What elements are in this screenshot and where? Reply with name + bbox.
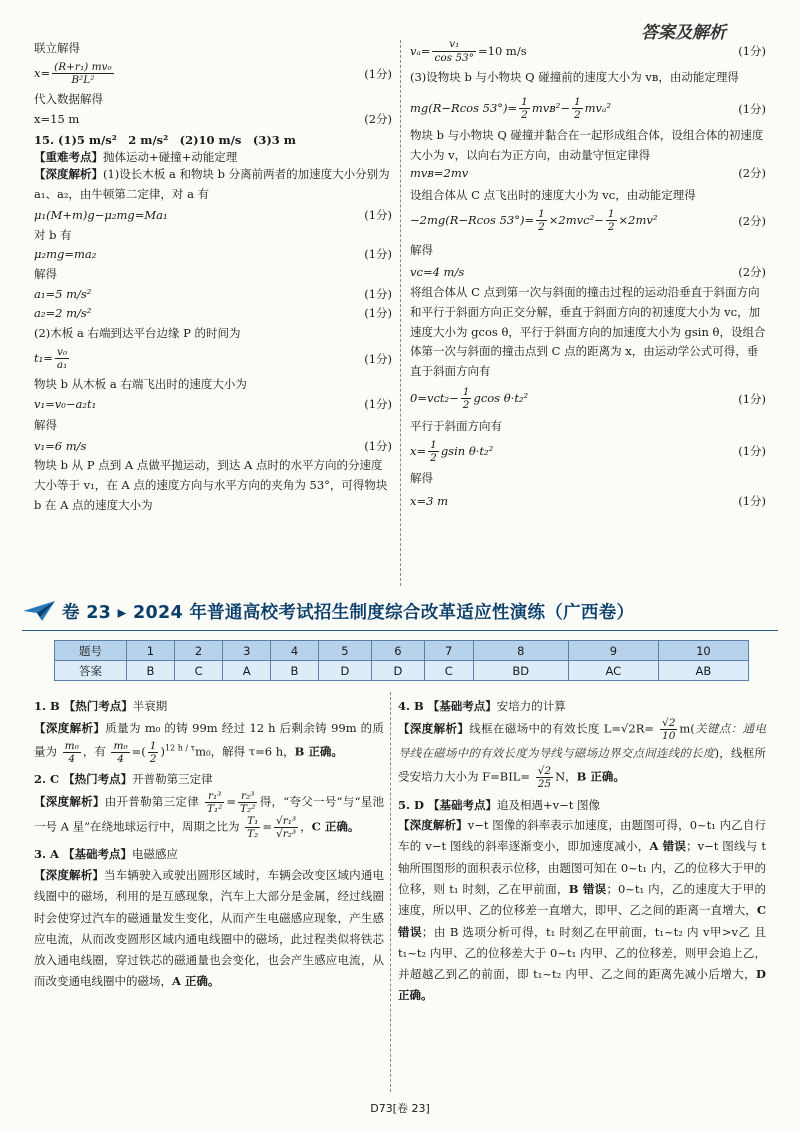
- conclusion: B 错误: [568, 881, 607, 896]
- table-cell: 8: [473, 641, 568, 661]
- score: (1分): [364, 397, 392, 412]
- table-cell: B: [271, 661, 319, 681]
- score: (1分): [364, 438, 392, 453]
- q2-head: [34, 769, 384, 790]
- table-cell: D: [318, 661, 371, 681]
- fraction-num: r₁³: [205, 790, 224, 803]
- q3-head: [34, 844, 384, 865]
- header-title: 答案及解析: [641, 23, 726, 43]
- text-paragraph: 物块 b 从 P 点到 A 点做平抛运动，到达 A 点时的水平方向的分速度大小等于 v₁，在 A 点的速度方向与水平方向的夹角为 53°，可得物块 b 在 A 点的速度大小为: [34, 458, 388, 512]
- equation-t1: [34, 342, 392, 376]
- analysis-tag: 【深度解析】: [34, 794, 105, 809]
- analysis-text: N，: [555, 769, 577, 784]
- analysis-text: (1)设长木板 a 和物块 b 分离前两者的加速度大小分别为 a₁、a₂，由牛顿第二定律，对 a 有: [34, 167, 390, 202]
- fraction-num: 1: [149, 740, 157, 753]
- fraction-den: a₁: [56, 359, 68, 372]
- fraction: [52, 61, 114, 86]
- q15-analysis: [34, 165, 392, 205]
- equation-va: [410, 34, 766, 68]
- analysis-text: m₀，解得 τ=6 h，: [195, 744, 295, 759]
- banner-title: 卷 23 ▸ 2024 年普通高校考试招生制度综合改革适应性演练（广西卷）: [62, 602, 635, 623]
- page-footer: D73[卷 23]: [370, 1102, 430, 1115]
- fraction-den: 10: [662, 729, 676, 742]
- fraction-num: m₀: [64, 740, 79, 753]
- keypoint-tag: 【基础考点】: [427, 699, 497, 713]
- table-cell: 2: [174, 641, 223, 661]
- fraction-num: 1: [573, 96, 581, 109]
- q5-head: [398, 795, 766, 816]
- table-cell: 9: [568, 641, 658, 661]
- fraction-num: 1: [538, 208, 545, 221]
- eq-prefix: t₁=: [34, 351, 53, 366]
- table-cell: 3: [223, 641, 271, 661]
- text-line: 解得: [410, 242, 433, 257]
- keypoint-tag: 【重难考点】: [34, 149, 103, 164]
- score: (1分): [738, 101, 766, 116]
- eq-suffix: =10 m/s: [478, 43, 527, 58]
- fraction-den: T₂²: [240, 803, 256, 816]
- table-cell: AB: [658, 661, 748, 681]
- score: (1分): [364, 306, 392, 321]
- score: (1分): [364, 351, 392, 366]
- text-line: 物块 b 从木板 a 右端飞出时的速度大小为: [34, 376, 247, 391]
- equation-line: [34, 246, 392, 263]
- fraction-den: 4: [68, 753, 76, 766]
- q15-keypoint: [34, 149, 392, 166]
- analysis-text: 当车辆驶入或驶出圆形区域时，车辆会改变区域内通电线圈中的磁场，利用的是互感现象，汽车上大部分是金属，经过线圈时会使穿过汽车的磁通量发生变化，从而产生电磁感应现象，产生感应电流，从而改变圆形区域内通电线圈中的磁场，此过程类似将铁芯放入通电线圈，穿过铁芯的磁通量也会变化，也会产生感应电流，从而改变通电线圈中的磁场，: [34, 868, 385, 989]
- table-cell: 10: [658, 641, 748, 661]
- fraction: [432, 38, 476, 63]
- q4-head: [398, 696, 766, 717]
- equation-line: [34, 111, 392, 128]
- table-cell: B: [127, 661, 175, 681]
- analysis-text: ；v−t 图线与 t 轴所围图形的面积表示位移，由题图可知在 0~t₁ 内，乙的位移大于甲的位移，则 t₁ 时刻，乙在甲前面，: [398, 839, 766, 896]
- fraction-den: T₂: [247, 828, 259, 841]
- fraction-den: T₁²: [206, 803, 223, 816]
- table-cell: AC: [568, 661, 658, 681]
- fraction-num: 1: [607, 208, 615, 221]
- fraction-num: T₁: [247, 815, 259, 828]
- fraction-num: √2: [537, 765, 552, 778]
- fraction: [238, 790, 257, 815]
- equation-line: [34, 438, 392, 455]
- fraction-num: √r₁³: [276, 815, 297, 828]
- column-divider: [400, 40, 401, 586]
- fraction-den: 2: [607, 221, 615, 234]
- keypoint-text: 抛体运动+碰撞+动能定理: [103, 149, 238, 164]
- text-paragraph: 物块 b 与小物块 Q 碰撞并黏合在一起形成组合体，设组合体的初速度大小为 v，以向右为正方向，由动量守恒定律得: [410, 127, 764, 162]
- eq-suffix: gsin θ·t₂²: [440, 444, 494, 459]
- equation-text: μ₂mg=ma₂: [34, 247, 97, 262]
- answer-table: [54, 640, 749, 681]
- keypoint-text: 电磁感应: [131, 847, 178, 862]
- text-line: 解得: [34, 417, 57, 432]
- table-cell: 答案: [55, 661, 127, 681]
- fraction-num: 1: [462, 386, 470, 399]
- fraction-den: 2: [521, 109, 528, 122]
- fraction-den: 2: [149, 753, 157, 766]
- fraction-den: 2: [538, 221, 545, 234]
- score: (1分): [738, 494, 766, 509]
- fraction: [536, 765, 553, 790]
- keypoint-text: 追及相遇+v−t 图像: [497, 797, 601, 812]
- keypoint-tag: 【热门考点】: [63, 699, 133, 713]
- keypoint-tag: 【基础考点】: [62, 847, 132, 862]
- banner-underline: [22, 630, 778, 631]
- equation-line: [410, 165, 766, 182]
- table-cell: C: [424, 661, 473, 681]
- fraction: [536, 208, 547, 233]
- table-cell: 6: [371, 641, 424, 661]
- equation-text: v₁=6 m/s: [34, 438, 87, 453]
- text-line: 解得: [410, 471, 433, 486]
- text-paragraph: (3)设物块 b 与小物块 Q 碰撞前的速度大小为 vʙ，由动能定理得: [410, 70, 739, 84]
- equation-text: a₁=5 m/s²: [34, 286, 92, 301]
- equation-text: x=15 m: [34, 112, 80, 127]
- eq-middle: mvʙ²−: [531, 101, 570, 116]
- conclusion: B 正确。: [294, 744, 343, 759]
- q1-head: [34, 696, 384, 717]
- eq-prefix: x=: [410, 444, 427, 459]
- eq-suffix: gcos θ·t₂²: [473, 391, 529, 406]
- conclusion: C 正确。: [311, 819, 360, 834]
- analysis-text: 由开普勒第三定律: [104, 794, 200, 809]
- analysis-text: 线框在磁场中的有效长度 L=√2R=: [469, 721, 654, 736]
- bottom-right-column: [398, 692, 766, 1007]
- conclusion: C 错误: [398, 903, 766, 939]
- equation-line: [410, 493, 766, 510]
- analysis-tag: 【深度解析】: [398, 818, 468, 833]
- equation-line: [34, 305, 392, 322]
- fraction: [606, 208, 617, 233]
- text-line: 代入数据解得: [34, 91, 103, 106]
- equation-parallel: [410, 434, 766, 468]
- score: (2分): [738, 166, 766, 181]
- text-line: (2)木板 a 右端到达平台边缘 P 的时间为: [34, 325, 241, 340]
- equation-text: v₁=v₀−a₂t₁: [34, 397, 97, 412]
- analysis-text: )，线框所受安培力大小为 F=BIL=: [398, 745, 766, 784]
- text-paragraph: 将组合体从 C 点到第一次与斜面的撞击过程的运动沿垂直于斜面方向和平行于斜面方向正交分解，垂直于斜面方向的初速度大小为 vᴄ，加速度大小为 gcos θ，平行于斜面方向的加速度大小为 gsin θ，设组合体第一次与斜面的撞击点到 C 点的距离为 x，由运动学公式可得，垂直于斜面方向有: [410, 284, 766, 379]
- keypoint-text: 开普勒第三定律: [132, 772, 213, 787]
- table-cell: 1: [127, 641, 175, 661]
- text-line: 对 b 有: [34, 227, 72, 242]
- table-cell: 4: [271, 641, 319, 661]
- question-number: 1. B: [34, 699, 60, 713]
- text-line: 平行于斜面方向有: [410, 418, 502, 433]
- table-row: [55, 661, 749, 681]
- q5-analysis: [398, 815, 766, 1006]
- fraction-den: √r₂³: [276, 828, 297, 841]
- equation-text: x=3 m: [410, 494, 448, 509]
- q15-answer-head: 15. (1)5 m/s² 2 m/s² (2)10 m/s (3)3 m: [34, 133, 296, 148]
- exponent: 12 h / τ: [164, 743, 196, 753]
- analysis-tag: 【深度解析】: [34, 167, 103, 182]
- fraction: [660, 717, 677, 742]
- keypoint-tag: 【基础考点】: [428, 797, 497, 812]
- eq-suffix: mvₐ²: [584, 101, 611, 116]
- question-number: 5. D: [398, 797, 424, 812]
- score: (2分): [738, 213, 766, 228]
- analysis-tag: 【深度解析】: [398, 721, 470, 736]
- eq-prefix: mg(R−Rcos 53°)=: [410, 101, 518, 116]
- eq-prefix: −2mg(R−Rcos 53°)=: [410, 213, 535, 228]
- equation-text: mvʙ=2mv: [410, 166, 469, 181]
- fraction-den: 25: [537, 778, 552, 791]
- fraction: [572, 96, 583, 121]
- fraction-num: v₀: [55, 346, 69, 359]
- score: (1分): [738, 44, 766, 58]
- q4-analysis: [398, 717, 766, 791]
- text-line: 联立解得: [34, 41, 80, 55]
- score: (1分): [738, 444, 766, 459]
- eq-prefix: 0=vᴄt₂−: [410, 391, 459, 406]
- table-cell: 7: [424, 641, 473, 661]
- score: (2分): [738, 265, 766, 280]
- q3-analysis: [34, 865, 384, 993]
- conclusion: A 错误: [649, 839, 687, 854]
- analysis-text: v−t 图像的斜率表示加速度，由题图可得，0~t₁ 内乙自行车的 v−t 图线的斜率逐渐变小，即加速度减小，: [398, 818, 767, 854]
- analysis-text: 得，“夸父一号”与“星池一号 A 星”在绕地球运行中，周期之比为: [34, 794, 385, 834]
- fraction-num: m₀: [113, 740, 128, 753]
- analysis-tag: 【深度解析】: [34, 720, 106, 735]
- equation-text: a₂=2 m/s²: [34, 306, 92, 321]
- table-cell: BD: [473, 661, 568, 681]
- conclusion: B 正确。: [576, 769, 625, 784]
- right-column: [410, 40, 766, 510]
- q1-analysis: 【深度解析】质量为 m₀ 的铸 99m 经过 12 h 后剩余铸 99m 的质量为 $\frac{\text{m₀}}{4}$ ，有 $\frac{\text{m₀}}{4}$ =( $\frac{1}{2}$ )$^{12 h / \tau}$m₀，解得 τ=6 h，B 正确。: [34, 720, 385, 766]
- score: (1分): [364, 66, 392, 81]
- fraction: [519, 96, 530, 121]
- fraction-den: 2: [462, 399, 470, 412]
- fraction: [111, 740, 129, 765]
- left-column: [34, 40, 392, 516]
- fraction-den: 2: [573, 109, 581, 122]
- keypoint-tag: 【热门考点】: [63, 772, 133, 787]
- equation-perp: [410, 382, 766, 416]
- eq-suffix: ×2mv²: [618, 213, 658, 228]
- score: (1分): [364, 286, 392, 301]
- question-number: 3. A: [34, 847, 59, 862]
- fraction-num: 1: [521, 96, 528, 109]
- table-row: [55, 641, 749, 661]
- keypoint-text: 安培力的计算: [496, 699, 566, 713]
- analysis-text: ；由 B 选项分析可得，t₁ 时刻乙在甲前面，t₁~t₂ 内 v甲>v乙 且 t₁~t₂ 内甲、乙的位移差大于 0~t₁ 内甲、乙的位移差，则甲会追上乙，并超越乙到乙的前面，即 t₁~t₂ 内甲、乙之间的距离先减小后增大，: [398, 924, 767, 982]
- score: (1分): [364, 247, 392, 262]
- eq-middle: ×2mvᴄ²−: [548, 213, 604, 228]
- score: (2分): [364, 112, 392, 127]
- equation-line: [410, 264, 766, 281]
- text-line: 解得: [34, 266, 57, 281]
- equation-text: μ₁(M+m)g−μ₂mg=Ma₁: [34, 207, 168, 222]
- fraction: [461, 386, 472, 411]
- analysis-text: ；0~t₁ 内，乙的速度大于甲的速度，所以甲、乙的位移差一直增大，即甲、乙之间的距离一直增大，: [398, 881, 766, 918]
- fraction: [63, 740, 81, 765]
- analysis-text: 质量为 m₀ 的铸 99m 经过 12 h 后剩余铸 99m 的质量为: [34, 720, 385, 759]
- section-banner: [22, 596, 778, 626]
- fraction-den: 2: [430, 451, 437, 464]
- fraction: [55, 346, 69, 371]
- text-line: 设组合体从 C 点飞出时的速度大小为 vᴄ，由动能定理得: [410, 187, 696, 202]
- fraction-den: B²L²: [71, 74, 95, 87]
- key-note: 关键点：通电导线在磁场中的有效长度为导线与磁场边界交点间连线的长度: [398, 721, 767, 760]
- fraction: [148, 740, 159, 765]
- fraction-num: √2: [662, 716, 676, 729]
- column-divider: [390, 692, 391, 1092]
- conclusion: D 正确。: [398, 967, 766, 1003]
- analysis-text: ，有: [82, 744, 106, 759]
- fraction: [205, 790, 224, 815]
- table-cell: 题号: [55, 641, 127, 661]
- equation-line: [34, 207, 392, 224]
- eq-prefix: vₐ=: [410, 43, 431, 58]
- bottom-left-column: [34, 692, 384, 993]
- analysis-tag: 【深度解析】: [34, 868, 105, 882]
- conclusion: A 正确。: [172, 974, 220, 989]
- equation-text: vᴄ=4 m/s: [410, 265, 465, 280]
- paper-plane-icon: [22, 599, 56, 623]
- q2-analysis: 【深度解析】由开普勒第三定律 $\frac{\text{r₁³}}{\text{T₁²}}$ = $\frac{\text{r₂³}}{\text{T₂²}}$ 得，“夸父一号”与“星池一号 A 星”在绕地球运行中，周期之比为 $\frac{\text{T₁}}{\text{T₂}}$ = $\frac{\text{√r₁³}}{\text{√r₂³}}$ ，C 正确。: [34, 790, 385, 841]
- fraction-num: r₂³: [238, 790, 257, 803]
- equation-energy: [410, 92, 766, 126]
- score: (1分): [364, 207, 392, 222]
- table-cell: A: [223, 661, 271, 681]
- question-number: 2. C: [34, 772, 60, 787]
- equation-line: [34, 396, 392, 413]
- table-cell: C: [174, 661, 223, 681]
- equation-line: [34, 286, 392, 303]
- fraction: [245, 815, 260, 840]
- fraction-num: 1: [430, 438, 437, 451]
- equation-energy-2: [410, 204, 766, 238]
- fraction-den: cos 53°: [434, 51, 474, 64]
- equation-x: [34, 57, 392, 91]
- fraction-den: 4: [117, 753, 124, 766]
- fraction: [428, 439, 439, 464]
- score: (1分): [738, 391, 766, 406]
- fraction: [274, 815, 298, 840]
- keypoint-text: 半衰期: [132, 699, 168, 713]
- table-cell: 5: [318, 641, 371, 661]
- analysis-text: m(: [679, 721, 695, 736]
- question-number: 4. B: [398, 699, 424, 713]
- fraction-num: v₁: [432, 38, 476, 51]
- eq-prefix: x=: [34, 66, 51, 81]
- table-cell: D: [371, 661, 424, 681]
- fraction-num: (R+r₁) mv₀: [54, 61, 112, 74]
